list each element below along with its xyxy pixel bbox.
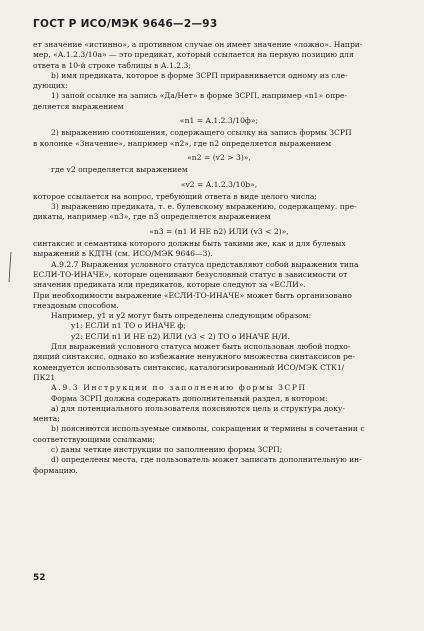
text-line: 2) выражению соотношения, содержащего ссылку на запись формы ЗСРП xyxy=(51,128,352,138)
formula: «v2 = A.1.2.3/10b», xyxy=(180,179,258,189)
text-line: ответа в 10-й строке таблицы в А.1.2.3; xyxy=(33,60,191,70)
document-body xyxy=(33,40,405,476)
text-line: 3) выражению предиката, т. е. булевскому выражению, содержащему. пре- xyxy=(51,202,357,212)
text-line: с) даны четкие инструкции по заполнению формы ЗСРП; xyxy=(51,444,283,454)
formula: «n1 = A.1.2.3/10ф»; xyxy=(179,116,259,126)
text-line: Форма ЗСРП должна содержать дополнительный раздел, в котором: xyxy=(51,393,328,403)
text-line: деляется выражением xyxy=(33,101,124,111)
text-line: значения предиката или предикатов, которые следуют за «ЕСЛИ». xyxy=(33,280,306,290)
page-header: ГОСТ Р ИСО/МЭК 9646—2—93 xyxy=(33,18,218,30)
text-line: комендуется использовать синтаксис, каталогизированный ИСО/МЭК СТК1/ xyxy=(33,362,345,372)
formula: «n3 = (n1 И НЕ n2) ИЛИ (v3 < 2)», xyxy=(149,226,289,236)
text-line: в колонке «Значение», например «n2», где n2 определяется выражением xyxy=(33,138,332,148)
text-line: ЕСЛИ-ТО-ИНАЧЕ», которые оценивают безусловный статус в зависимости от xyxy=(33,269,348,279)
text-line: дящий синтаксис, однако во избежание ненужного множества синтаксисов ре- xyxy=(33,352,355,362)
text-line: а) для потенциального пользователя поясняются цель и структура доку- xyxy=(51,403,345,413)
expression-line: y2: ЕСЛИ n1 И НЕ n2) ИЛИ (v3 < 2) ТО о ИНАЧЕ Н/И. xyxy=(71,331,290,341)
text-line: d) определены места, где пользователь может записать дополнительную ин- xyxy=(51,455,362,465)
text-line: b) поясняются используемые символы, сокращения и термины в сочетании с xyxy=(51,424,365,434)
text-line: А.9.2.7 Выражения условного статуса представляют собой выражения типа xyxy=(51,259,359,269)
text-line: выражений в КДТН (см. ИСО/МЭК 9646—3). xyxy=(33,249,213,259)
margin-mark xyxy=(7,252,13,282)
page-number: 52 xyxy=(33,573,46,583)
text-line: мента; xyxy=(33,414,60,424)
text-line: гнездовым способом. xyxy=(33,300,119,310)
text-line: При необходимости выражение «ЕСЛИ-ТО-ИНАЧЕ» может быть организовано xyxy=(33,290,352,300)
text-line: формацию. xyxy=(33,465,78,475)
text-line: соответствующими ссылками; xyxy=(33,434,156,444)
section-heading: А.9.3 Инструкции по заполнению формы ЗСРП xyxy=(51,383,307,393)
text-line: синтаксис и семантика которого должны быть такими же, как и для булевых xyxy=(33,239,346,249)
text-line: 1) запой ссылке на запись «Да/Нет» в форме ЗСРП, например «n1» опре- xyxy=(51,91,348,101)
text-line: Например, y1 и y2 могут быть определены следующим образом: xyxy=(51,311,312,321)
text-line: дикаты, например «n3», где n3 определяется выражением xyxy=(33,212,271,222)
text-line: Для выражений условного статуса может быть использован любой подхо- xyxy=(51,342,351,352)
text-line: мер, «А.1.2.3/10а» — это предикат, который ссылается на первую позицию для xyxy=(33,50,354,60)
text-line: где v2 определяется выражением xyxy=(51,165,188,175)
text-line: ПК21 xyxy=(33,372,56,382)
text-line: b) имя предиката, которое в форме ЗСРП приравнивается одному из сле- xyxy=(51,70,348,80)
text-line: которое ссылается на вопрос, требующий ответа в виде целого числа; xyxy=(33,191,317,201)
text-line: дующих: xyxy=(33,81,68,91)
text-line: ет значение «истинно», а противном случае он имеет значение «ложно». Напри- xyxy=(33,40,363,49)
formula: «n2 = (v2 > 3)», xyxy=(187,152,251,162)
expression-line: y1: ЕСЛИ n1 ТО о ИНАЧЕ ф; xyxy=(71,321,186,331)
